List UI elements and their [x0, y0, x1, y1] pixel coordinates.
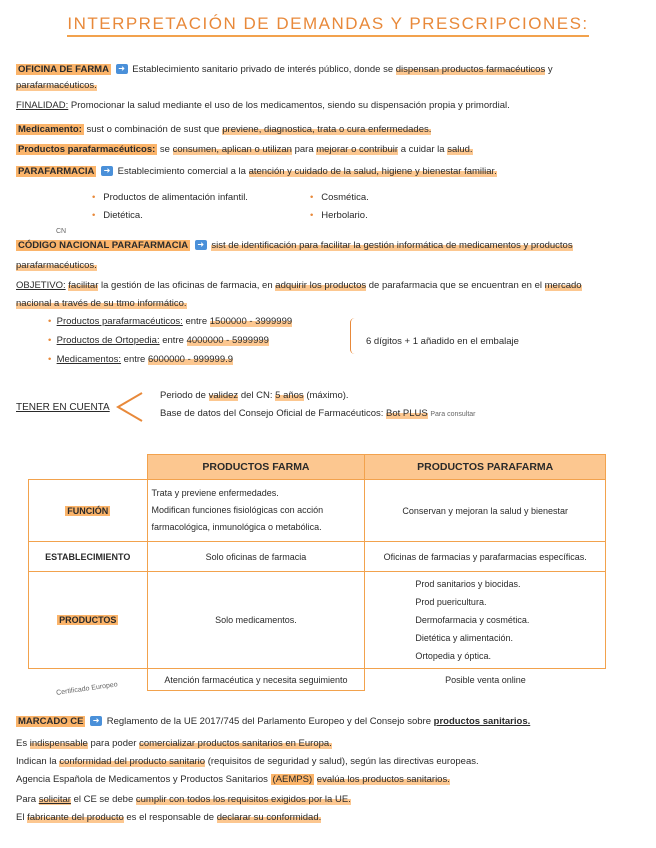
- bullet-item: • Cosmética.: [310, 192, 369, 203]
- table-row: FUNCIÓN Trata y previene enfermedades. Modifican funciones fisiológicas con acción farmacológica, inmunológica o metabólica. Conservan y mejoran la salud y bienestar: [29, 480, 606, 542]
- bullet-item: • Herbolario.: [310, 210, 368, 221]
- objetivo-label: OBJETIVO:: [16, 280, 66, 291]
- brace-icon: [350, 318, 359, 354]
- table-header: PRODUCTOS PARAFARMA: [365, 455, 606, 480]
- table-row: ESTABLECIMIENTO Solo oficinas de farmacia Oficinas de farmacias y parafarmacias específicas.: [29, 542, 606, 572]
- comparison-table: [28, 454, 606, 691]
- oficina-label: OFICINA DE FARMA: [18, 64, 109, 75]
- codigo-label: CÓDIGO NACIONAL PARAFARMACIA: [18, 240, 189, 251]
- finalidad-line: FINALIDAD: Promocionar la salud mediante el uso de los medicamentos, siendo su dispensación propia y primordial.: [16, 100, 510, 111]
- digits-note: 6 dígitos + 1 añadido en el embalaje: [366, 336, 519, 347]
- arrow-right-icon: ➜: [101, 166, 113, 176]
- tener-line2: Base de datos del Consejo Oficial de Farmacéuticos: Bot PLUS Para consultar: [160, 408, 476, 419]
- oficina-line: OFICINA DE FARMA ➜ Establecimiento sanitario privado de interés público, donde se dispensan productos farmacéuticos y: [18, 64, 553, 75]
- table-row: Atención farmacéutica y necesita seguimiento Posible venta online: [29, 669, 606, 691]
- ce-line: Agencia Española de Medicamentos y Productos Sanitarios (AEMPS) evalúa los productos sanitarios.: [16, 774, 450, 785]
- ce-line: El fabricante del producto es el responsable de declarar su conformidad.: [16, 812, 322, 823]
- parafarm-products-label: Productos parafarmacéuticos:: [18, 144, 156, 155]
- medicamento-line: Medicamento: sust o combinación de sust que previene, diagnostica, trata o cura enfermedades.: [18, 124, 432, 135]
- oficina-line2: parafarmacéuticos.: [16, 80, 97, 91]
- marcado-line: MARCADO CE ➜ Reglamento de la UE 2017/745 del Parlamento Europeo y del Consejo sobre productos sanitarios.: [18, 716, 531, 727]
- parafarmacia-label: PARAFARMACIA: [18, 166, 95, 177]
- objetivo-line2: nacional a través de su ttmo informático.: [16, 298, 187, 309]
- arrow-right-icon: ➜: [116, 64, 128, 74]
- codigo-line2: parafarmacéuticos.: [16, 260, 97, 271]
- bracket-icon: [114, 390, 144, 424]
- bullet-item: • Dietética.: [92, 210, 143, 221]
- tener-label: TENER EN CUENTA: [16, 402, 110, 413]
- table-row: PRODUCTOS Solo medicamentos. Prod sanitarios y biocidas. Prod puericultura. Dermofarmacia y cosmética. Dietética y alimentación. Ortopedia y óptica.: [29, 572, 606, 669]
- finalidad-label: FINALIDAD:: [16, 100, 69, 111]
- bullet-item: • Productos de alimentación infantil.: [92, 192, 248, 203]
- code-range-item: • Productos de Ortopedia: entre 4000000 - 5999999: [48, 335, 269, 346]
- medicamento-label: Medicamento:: [18, 124, 82, 135]
- page-title: INTERPRETACIÓN DE DEMANDAS Y PRESCRIPCIONES:: [0, 14, 656, 34]
- ce-line: Para solicitar el CE se debe cumplir con todos los requisitos exigidos por la UE.: [16, 794, 351, 805]
- marcado-label: MARCADO CE: [18, 716, 84, 727]
- codigo-line: CÓDIGO NACIONAL PARAFARMACIA ➜ sist de identificación para facilitar la gestión informática de medicamentos y productos: [18, 240, 573, 251]
- arrow-right-icon: ➜: [90, 716, 102, 726]
- cn-annotation: CN: [56, 228, 67, 235]
- ce-line: Es indispensable para poder comercializar productos sanitarios en Europa.: [16, 738, 332, 749]
- parafarmacia-line: PARAFARMACIA ➜ Establecimiento comercial a la atención y cuidado de la salud, higiene y bienestar familiar.: [18, 166, 497, 177]
- arrow-right-icon: ➜: [195, 240, 207, 250]
- tener-line1: Periodo de validez del CN: 5 años (máximo).: [160, 390, 349, 401]
- ce-line: Indican la conformidad del producto sanitario (requisitos de seguridad y salud), según las directivas europeas.: [16, 756, 479, 767]
- code-range-item: • Medicamentos: entre 6000000 - 999999.9: [48, 354, 234, 365]
- objetivo-line: OBJETIVO: facilitar la gestión de las oficinas de farmacia, en adquirir los productos de parafarmacia que se encuentran en el mercado: [16, 280, 582, 291]
- cert-annotation: Certificado Europeo: [55, 681, 119, 697]
- parafarm-products-line: Productos parafarmacéuticos: se consumen, aplican o utilizan para mejorar o contribuir a cuidar la salud.: [18, 144, 473, 155]
- code-range-item: • Productos parafarmacéuticos: entre 1500000 - 3999999: [48, 316, 293, 327]
- table-header: PRODUCTOS FARMA: [147, 455, 365, 480]
